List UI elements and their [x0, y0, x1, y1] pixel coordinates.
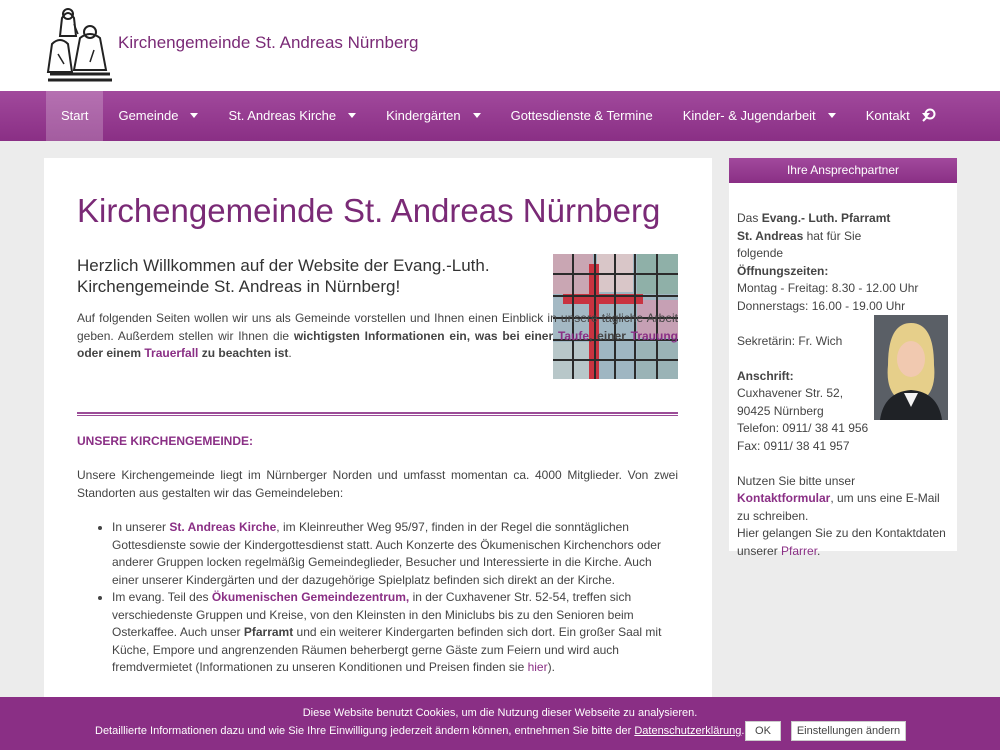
pfarrer-text	[737, 525, 947, 560]
nav-label: Start	[61, 108, 89, 123]
intro-bold: oder einem	[77, 346, 145, 360]
contact-text	[737, 473, 942, 526]
cookie-details	[95, 725, 744, 737]
intro-bold: zu beachten ist	[198, 346, 289, 360]
list-text: ).	[547, 660, 555, 674]
contact-form-link[interactable]: Kontaktformular	[737, 491, 831, 505]
nav-label: St. Andreas Kirche	[228, 108, 337, 123]
welcome-heading: Herzlich Willkommen auf der Website der Evang.-Luth. Kirchengemeinde St. Andreas in Nürnberg!	[77, 256, 490, 296]
opening-hours-weekday: Montag - Freitag: 8.30 - 12.00 Uhr	[737, 281, 919, 295]
hier-link[interactable]: hier	[527, 660, 548, 674]
address-street: Cuxhavener Str. 52,	[737, 386, 844, 400]
phone: Telefon: 0911/ 38 41 956	[737, 421, 869, 435]
opening-hours-label: Öffnungszeiten:	[737, 263, 829, 278]
pfarramt-name: Evang.- Luth. Pfarramt St. Andreas	[737, 211, 891, 243]
sidebar-body	[737, 210, 946, 560]
site-header	[0, 0, 1000, 91]
site-title[interactable]: Kirchengemeinde St. Andreas Nürnberg	[118, 33, 419, 52]
community-paragraph: Unsere Kirchengemeinde liegt im Nürnberger Norden und umfasst momentan ca. 4000 Mitglieder. Von zwei Standorten aus gestalten wir das Gemeindeleben:	[77, 468, 678, 500]
pfarramt-info	[737, 210, 907, 263]
secretary: Sekretärin: Fr. Wich	[737, 333, 843, 348]
nav-item-start[interactable]	[46, 91, 103, 141]
text: .	[741, 725, 745, 737]
nav-label: Gottesdienste & Termine	[510, 108, 653, 123]
main-navigation	[0, 91, 1000, 141]
caret-down-icon	[348, 113, 356, 118]
caret-down-icon	[828, 113, 836, 118]
nav-label: Kindergärten	[386, 108, 461, 123]
main-content	[44, 158, 712, 718]
nav-item-st-andreas-kirche[interactable]	[213, 91, 371, 141]
privacy-policy-link[interactable]: Datenschutzerklärung	[634, 725, 742, 737]
nav-item-kindergaerten[interactable]	[371, 91, 495, 141]
text: hat für Sie folgende	[737, 228, 862, 260]
list-text: in der Cuxhavener Str. 52-54, treffen sich verschiedenste Gruppen und Kreise, von den Kleinsten in den Miniclubs bis zu den Senioren beim Osterkaffee. Auch unser	[112, 590, 634, 639]
church-logo[interactable]	[44, 4, 116, 86]
search-icon[interactable]	[921, 108, 937, 124]
address-city: 90425 Nürnberg	[737, 403, 824, 418]
cookie-settings-button[interactable]: Einstellungen ändern	[791, 721, 906, 741]
text: Nutzen Sie bitte unser	[737, 473, 856, 488]
fax: Fax: 0911/ 38 41 957	[737, 438, 850, 453]
nav-item-gemeinde[interactable]	[103, 91, 213, 141]
trauerfall-link[interactable]: Trauerfall	[144, 346, 199, 360]
cookie-banner	[0, 697, 1000, 750]
address-label: Anschrift:	[737, 368, 794, 383]
list-text: Im evang. Teil des	[112, 590, 212, 604]
text: Hier gelangen Sie zu den Kontaktdaten unserer	[737, 526, 946, 558]
text: , um uns eine E-Mail zu schreiben.	[737, 491, 940, 523]
intro-text	[77, 310, 678, 363]
intro-end: .	[288, 346, 292, 360]
sidebar-title: Ihre Ansprechpartner	[729, 158, 957, 183]
trauung-link[interactable]: Trauung	[630, 328, 678, 343]
text: Detaillierte Informationen dazu und wie Sie Ihre Einwilligung jederzeit ändern können, entnehmen Sie bitte der	[95, 725, 635, 737]
caret-down-icon	[473, 113, 481, 118]
taufe-link[interactable]: Taufe	[557, 328, 590, 343]
nav-label: Kontakt	[865, 108, 910, 123]
section-heading: UNSERE KIRCHENGEMEINDE:	[77, 434, 254, 448]
sidebar-contact	[729, 158, 957, 558]
nav-label: Kinder- & Jugendarbeit	[682, 108, 816, 123]
intro-part: Auf folgenden Seiten wollen wir uns als Gemeinde vorstellen und Ihnen einen Einblick in unsere tägliche Arbeit geben. Außerdem stellen wir Ihnen die	[77, 311, 678, 343]
pfarrer-link[interactable]: Pfarrer	[781, 543, 818, 558]
nav-label: Gemeinde	[118, 108, 179, 123]
caret-down-icon	[190, 113, 198, 118]
list-text: , im Kleinreuther Weg 95/97, finden in der Regel die sonntäglichen Gottesdienste sowie der Kindergottesdienst statt. Auch Konzerte des Ökumenischen Kirchenchors oder anderer Gruppen locken regelmäßig Gemeindeglieder, Besucher und Interessierte in die Kirche. Auch einer unserer Kindergärten und der dazugehörige Spielplatz befinden sich direkt an der Kirche.	[112, 520, 661, 587]
st-andreas-kirche-link[interactable]: St. Andreas Kirche	[169, 520, 277, 534]
text: Das	[737, 211, 762, 225]
cookie-ok-button[interactable]: OK	[745, 721, 781, 741]
list-text: und ein weiterer Kindergarten befinden sich dort. Ein großer Saal mit Küche, Empore und angrenzenden Räumen beherbergt gerne Gäste zum Feiern und wird auch fremdvermietet (Informationen zu unseren Konditionen und Preisen finden sie	[112, 625, 662, 674]
intro-bold: wichtigsten Informationen ein, was bei einer	[293, 328, 558, 343]
text: .	[817, 543, 821, 558]
list-item	[112, 519, 672, 589]
locations-list	[112, 519, 672, 677]
intro-bold: , einer	[589, 328, 631, 343]
nav-item-gottesdienste[interactable]	[496, 91, 668, 141]
opening-hours-thursday: Donnerstags: 16.00 - 19.00 Uhr	[737, 298, 906, 313]
cookie-message: Diese Website benutzt Cookies, um die Nutzung dieser Webseite zu analysieren.	[302, 707, 698, 719]
list-text: In unserer	[112, 520, 170, 534]
page-title: Kirchengemeinde St. Andreas Nürnberg	[77, 192, 661, 229]
list-item	[112, 589, 672, 677]
nav-item-kinder-jugendarbeit[interactable]	[668, 91, 851, 141]
secretary-portrait	[874, 315, 948, 420]
section-divider	[77, 412, 678, 416]
pfarramt-text: Pfarramt	[243, 625, 294, 639]
gemeindezentrum-link[interactable]: Ökumenischen Gemeindezentrum,	[211, 590, 410, 604]
